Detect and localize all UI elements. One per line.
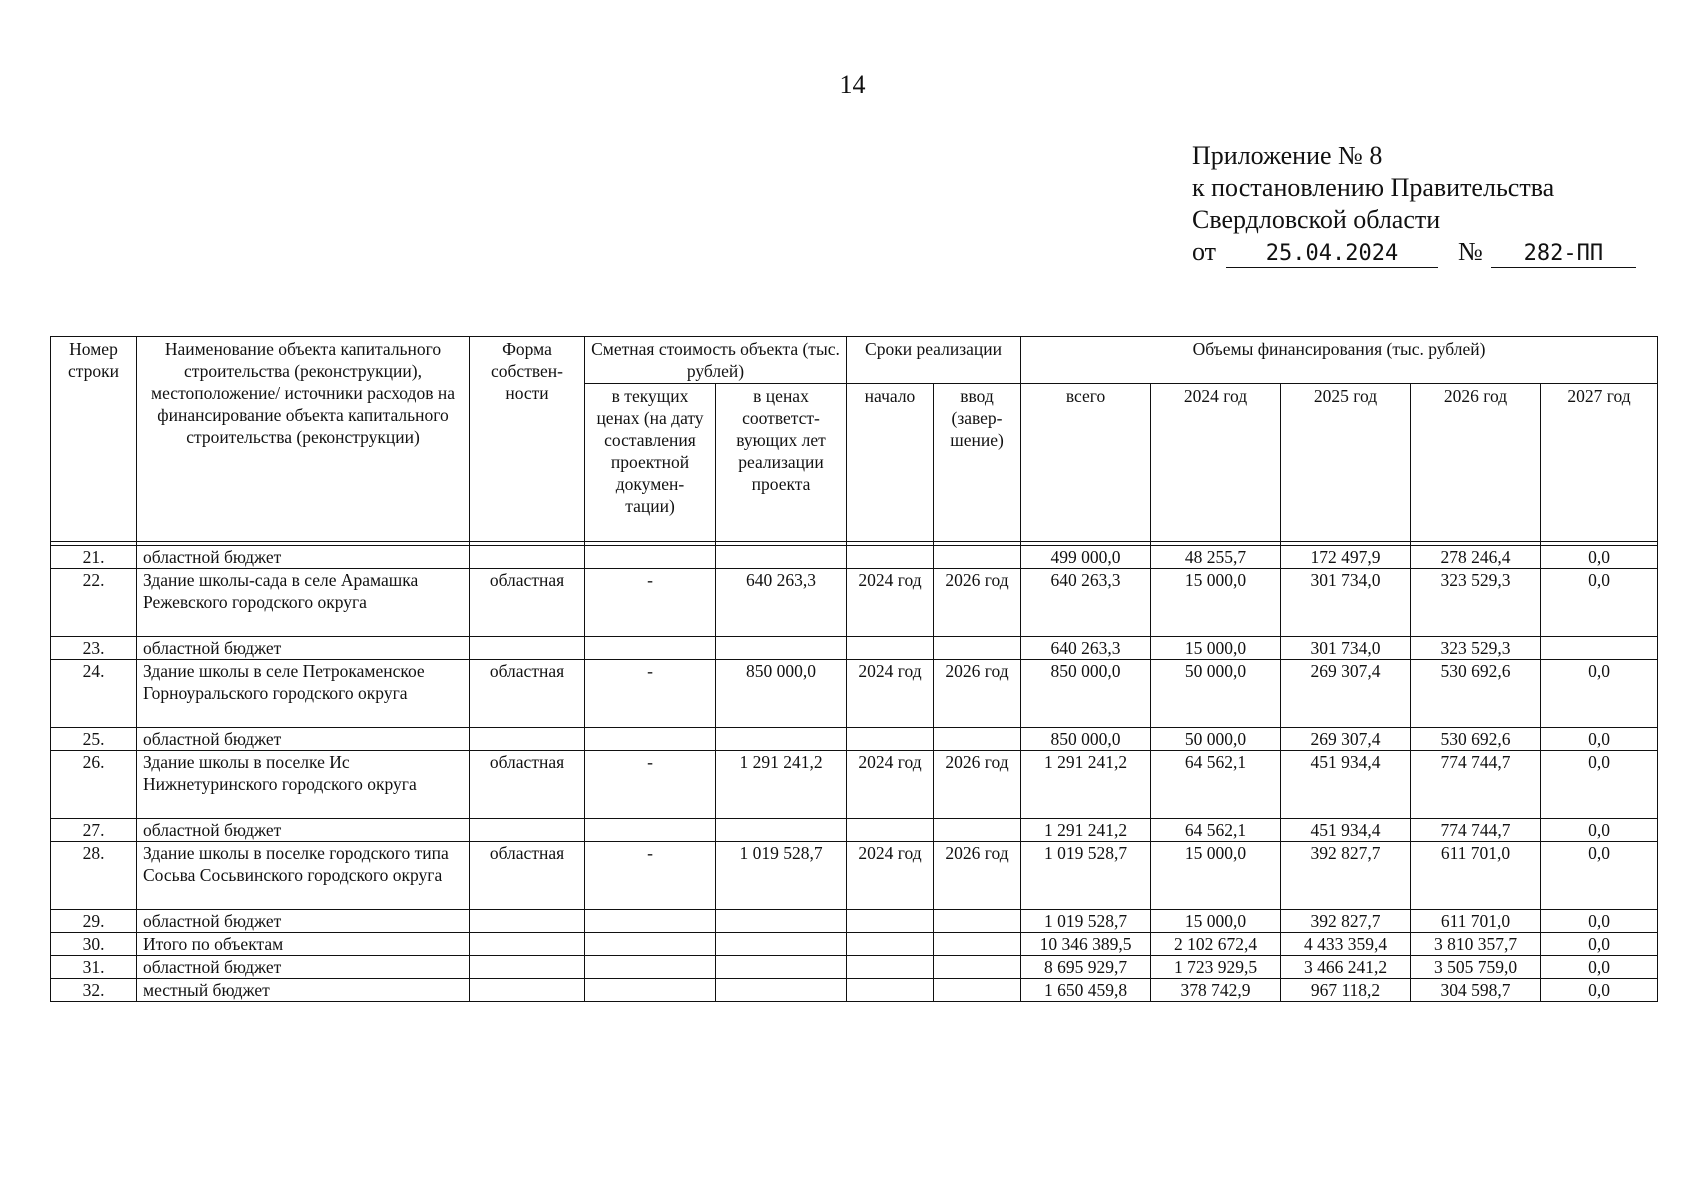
amount-2027-cell: 0,0	[1541, 751, 1658, 819]
amount-2024-cell: 15 000,0	[1151, 910, 1281, 933]
amount-2026-cell: 278 246,4	[1411, 546, 1541, 569]
row-number-cell: 31.	[51, 956, 137, 979]
object-name-cell: местный бюджет	[137, 979, 470, 1002]
header-name: Наименование объекта капитального строительства (реконструкции), местоположение/ источники расходов на финансирование объекта капитального строительства (реконструкции)	[137, 337, 470, 542]
table-body	[51, 546, 1658, 1002]
start-cell	[847, 910, 934, 933]
cost-years-cell: 1 019 528,7	[716, 842, 847, 910]
amount-2024-cell: 50 000,0	[1151, 660, 1281, 728]
row-number-cell: 22.	[51, 569, 137, 637]
amount-2026-cell: 611 701,0	[1411, 842, 1541, 910]
total-cell: 1 650 459,8	[1021, 979, 1151, 1002]
header-cost-current: в текущих ценах (на дату составления проектной докумен- тации)	[585, 384, 716, 542]
amount-2026-cell: 3 810 357,7	[1411, 933, 1541, 956]
total-cell: 640 263,3	[1021, 637, 1151, 660]
row-number-cell: 23.	[51, 637, 137, 660]
object-name-cell: областной бюджет	[137, 819, 470, 842]
appendix-decree: к постановлению Правительства	[1192, 173, 1555, 202]
table-row	[51, 751, 1658, 819]
end-cell: 2026 год	[934, 660, 1021, 728]
amount-2024-cell: 2 102 672,4	[1151, 933, 1281, 956]
amount-2027-cell: 0,0	[1541, 910, 1658, 933]
ownership-cell: областная	[470, 842, 585, 910]
amount-2025-cell: 172 497,9	[1281, 546, 1411, 569]
amount-2026-cell: 774 744,7	[1411, 751, 1541, 819]
start-cell	[847, 728, 934, 751]
total-cell: 1 291 241,2	[1021, 751, 1151, 819]
amount-2024-cell: 15 000,0	[1151, 842, 1281, 910]
end-cell	[934, 933, 1021, 956]
cost-current-cell: -	[585, 842, 716, 910]
total-cell: 1 019 528,7	[1021, 842, 1151, 910]
total-cell: 8 695 929,7	[1021, 956, 1151, 979]
amount-2027-cell: 0,0	[1541, 546, 1658, 569]
amount-2027-cell: 0,0	[1541, 933, 1658, 956]
table-row	[51, 979, 1658, 1002]
cost-years-cell: 1 291 241,2	[716, 751, 847, 819]
cost-years-cell	[716, 819, 847, 842]
amount-2024-cell: 64 562,1	[1151, 751, 1281, 819]
object-name-cell: областной бюджет	[137, 956, 470, 979]
amount-2024-cell: 1 723 929,5	[1151, 956, 1281, 979]
date-prefix: от	[1192, 237, 1217, 266]
cost-years-cell	[716, 728, 847, 751]
row-number-cell: 32.	[51, 979, 137, 1002]
ownership-cell	[470, 933, 585, 956]
object-name-cell: Итого по объектам	[137, 933, 470, 956]
cost-years-cell	[716, 910, 847, 933]
table-row	[51, 546, 1658, 569]
table-row	[51, 660, 1658, 728]
start-cell	[847, 637, 934, 660]
amount-2026-cell: 323 529,3	[1411, 569, 1541, 637]
end-cell	[934, 637, 1021, 660]
table-header	[51, 337, 1658, 546]
cost-current-cell	[585, 933, 716, 956]
amount-2025-cell: 269 307,4	[1281, 660, 1411, 728]
amount-2026-cell: 304 598,7	[1411, 979, 1541, 1002]
ownership-cell	[470, 956, 585, 979]
end-cell	[934, 819, 1021, 842]
amount-2026-cell: 530 692,6	[1411, 728, 1541, 751]
table-row	[51, 819, 1658, 842]
header-cost-years: в ценах соответст- вующих лет реализации проекта	[716, 384, 847, 542]
total-cell: 10 346 389,5	[1021, 933, 1151, 956]
cost-years-cell	[716, 956, 847, 979]
amount-2025-cell: 392 827,7	[1281, 910, 1411, 933]
amount-2025-cell: 451 934,4	[1281, 751, 1411, 819]
ownership-cell	[470, 546, 585, 569]
header-2027: 2027 год	[1541, 384, 1658, 542]
amount-2027-cell: 0,0	[1541, 979, 1658, 1002]
amount-2027-cell	[1541, 637, 1658, 660]
start-cell	[847, 956, 934, 979]
table-row	[51, 569, 1658, 637]
start-cell: 2024 год	[847, 751, 934, 819]
total-cell: 850 000,0	[1021, 660, 1151, 728]
amount-2025-cell: 3 466 241,2	[1281, 956, 1411, 979]
cost-current-cell	[585, 637, 716, 660]
cost-current-cell	[585, 546, 716, 569]
table-row	[51, 933, 1658, 956]
object-name-cell: областной бюджет	[137, 728, 470, 751]
header-total: всего	[1021, 384, 1151, 542]
amount-2026-cell: 323 529,3	[1411, 637, 1541, 660]
amount-2027-cell: 0,0	[1541, 819, 1658, 842]
financing-table	[50, 336, 1658, 1002]
cost-current-cell	[585, 956, 716, 979]
decree-date: 25.04.2024	[1226, 241, 1438, 268]
header-2024: 2024 год	[1151, 384, 1281, 542]
start-cell: 2024 год	[847, 569, 934, 637]
object-name-cell: Здание школы в селе Петрокаменское Горноуральского городского округа	[137, 660, 470, 728]
header-term-start: начало	[847, 384, 934, 542]
amount-2025-cell: 269 307,4	[1281, 728, 1411, 751]
appendix-title: Приложение № 8	[1192, 141, 1383, 170]
amount-2025-cell: 451 934,4	[1281, 819, 1411, 842]
end-cell	[934, 979, 1021, 1002]
number-prefix: №	[1458, 237, 1483, 266]
row-number-cell: 25.	[51, 728, 137, 751]
header-financing: Объемы финансирования (тыс. рублей)	[1021, 337, 1658, 384]
amount-2026-cell: 774 744,7	[1411, 819, 1541, 842]
row-number-cell: 24.	[51, 660, 137, 728]
header-2026: 2026 год	[1411, 384, 1541, 542]
amount-2025-cell: 301 734,0	[1281, 569, 1411, 637]
cost-current-cell	[585, 910, 716, 933]
row-number-cell: 28.	[51, 842, 137, 910]
start-cell: 2024 год	[847, 842, 934, 910]
page-number: 14	[839, 70, 866, 99]
header-estimated-cost: Сметная стоимость объекта (тыс. рублей)	[585, 337, 847, 384]
row-number-cell: 21.	[51, 546, 137, 569]
start-cell	[847, 546, 934, 569]
appendix-reference	[1192, 236, 1636, 268]
decree-number: 282-ПП	[1491, 241, 1636, 268]
amount-2024-cell: 15 000,0	[1151, 637, 1281, 660]
row-number-cell: 29.	[51, 910, 137, 933]
start-cell	[847, 933, 934, 956]
ownership-cell: областная	[470, 751, 585, 819]
amount-2024-cell: 48 255,7	[1151, 546, 1281, 569]
header-ownership: Форма собствен- ности	[470, 337, 585, 542]
total-cell: 850 000,0	[1021, 728, 1151, 751]
end-cell: 2026 год	[934, 842, 1021, 910]
end-cell: 2026 год	[934, 569, 1021, 637]
object-name-cell: Здание школы-сада в селе Арамашка Режевского городского округа	[137, 569, 470, 637]
cost-years-cell	[716, 979, 847, 1002]
end-cell	[934, 728, 1021, 751]
cost-current-cell: -	[585, 569, 716, 637]
object-name-cell: областной бюджет	[137, 546, 470, 569]
cost-current-cell: -	[585, 660, 716, 728]
amount-2027-cell: 0,0	[1541, 660, 1658, 728]
cost-current-cell	[585, 728, 716, 751]
table-row	[51, 910, 1658, 933]
ownership-cell: областная	[470, 660, 585, 728]
cost-years-cell	[716, 546, 847, 569]
amount-2024-cell: 15 000,0	[1151, 569, 1281, 637]
object-name-cell: областной бюджет	[137, 910, 470, 933]
end-cell	[934, 910, 1021, 933]
cost-current-cell	[585, 819, 716, 842]
cost-years-cell: 640 263,3	[716, 569, 847, 637]
total-cell: 499 000,0	[1021, 546, 1151, 569]
object-name-cell: областной бюджет	[137, 637, 470, 660]
cost-years-cell	[716, 637, 847, 660]
amount-2025-cell: 967 118,2	[1281, 979, 1411, 1002]
amount-2024-cell: 64 562,1	[1151, 819, 1281, 842]
ownership-cell	[470, 637, 585, 660]
start-cell	[847, 979, 934, 1002]
amount-2024-cell: 50 000,0	[1151, 728, 1281, 751]
table-row	[51, 637, 1658, 660]
start-cell: 2024 год	[847, 660, 934, 728]
appendix-region: Свердловской области	[1192, 205, 1441, 234]
start-cell	[847, 819, 934, 842]
header-terms: Сроки реализации	[847, 337, 1021, 384]
amount-2026-cell: 611 701,0	[1411, 910, 1541, 933]
row-number-cell: 30.	[51, 933, 137, 956]
end-cell	[934, 546, 1021, 569]
amount-2027-cell: 0,0	[1541, 956, 1658, 979]
header-2025: 2025 год	[1281, 384, 1411, 542]
total-cell: 1 291 241,2	[1021, 819, 1151, 842]
amount-2025-cell: 392 827,7	[1281, 842, 1411, 910]
header-row-number: Номер строки	[51, 337, 137, 542]
appendix-header	[1192, 140, 1636, 268]
total-cell: 640 263,3	[1021, 569, 1151, 637]
table-row	[51, 728, 1658, 751]
header-term-end: ввод (завер- шение)	[934, 384, 1021, 542]
amount-2027-cell: 0,0	[1541, 728, 1658, 751]
object-name-cell: Здание школы в поселке Ис Нижнетуринского городского округа	[137, 751, 470, 819]
row-number-cell: 26.	[51, 751, 137, 819]
amount-2027-cell: 0,0	[1541, 569, 1658, 637]
table-row	[51, 956, 1658, 979]
amount-2026-cell: 3 505 759,0	[1411, 956, 1541, 979]
ownership-cell	[470, 819, 585, 842]
amount-2025-cell: 4 433 359,4	[1281, 933, 1411, 956]
ownership-cell	[470, 728, 585, 751]
row-number-cell: 27.	[51, 819, 137, 842]
ownership-cell	[470, 910, 585, 933]
amount-2024-cell: 378 742,9	[1151, 979, 1281, 1002]
cost-years-cell: 850 000,0	[716, 660, 847, 728]
ownership-cell	[470, 979, 585, 1002]
cost-years-cell	[716, 933, 847, 956]
cost-current-cell	[585, 979, 716, 1002]
ownership-cell: областная	[470, 569, 585, 637]
table-row	[51, 842, 1658, 910]
total-cell: 1 019 528,7	[1021, 910, 1151, 933]
cost-current-cell: -	[585, 751, 716, 819]
object-name-cell: Здание школы в поселке городского типа Сосьва Сосьвинского городского округа	[137, 842, 470, 910]
amount-2025-cell: 301 734,0	[1281, 637, 1411, 660]
amount-2026-cell: 530 692,6	[1411, 660, 1541, 728]
end-cell: 2026 год	[934, 751, 1021, 819]
end-cell	[934, 956, 1021, 979]
amount-2027-cell: 0,0	[1541, 842, 1658, 910]
